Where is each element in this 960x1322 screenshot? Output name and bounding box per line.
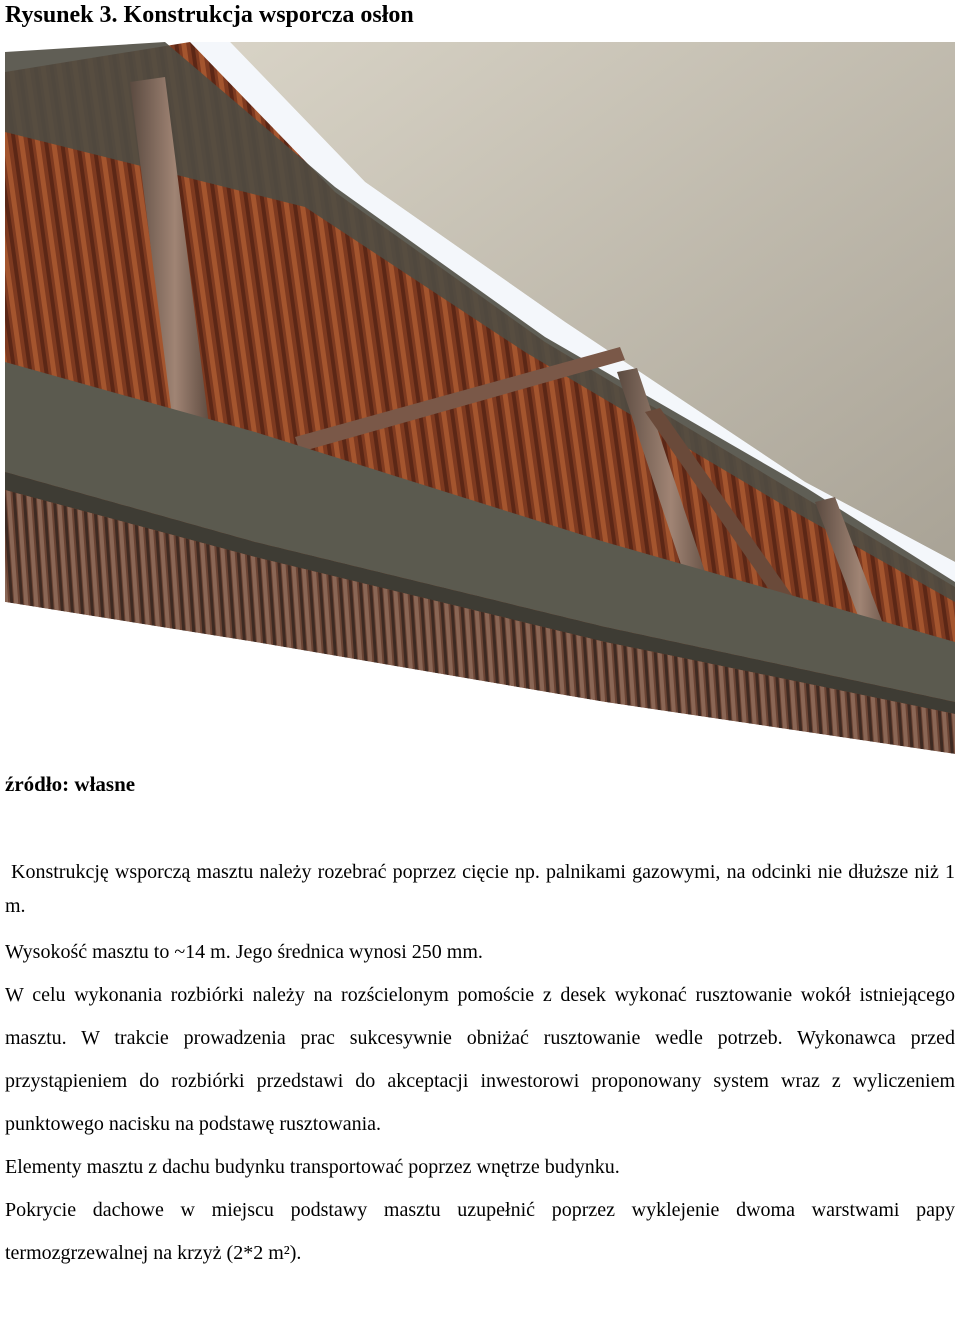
paragraph: Elementy masztu z dachu budynku transportować poprzez wnętrze budynku. <box>5 1156 620 1178</box>
paragraph: W celu wykonania rozbiórki należy na rozścielonym pomoście z desek wykonać rusztowanie wokół istniejącego masztu. W trakcie prowadzenia prac sukcesywnie obniżać rusztowanie wedle potrzeb. Wykonawca przed przystąpieniem do rozbiórki przedstawi do akceptacji inwestorowi proponowany system wraz z wyliczeniem punktowego nacisku na podstawę rusztowania. <box>5 984 955 1135</box>
paragraph: Konstrukcję wsporczą masztu należy rozebrać poprzez cięcie np. palnikami gazowymi, na odcinki nie dłuższe niż 1 m. <box>5 861 955 917</box>
paragraph: Wysokość masztu to ~14 m. Jego średnica wynosi 250 mm. <box>5 941 483 963</box>
body-text <box>5 855 955 1275</box>
figure-title: Rysunek 3. Konstrukcja wsporcza osłon <box>5 2 414 28</box>
photo-support-structure <box>5 42 955 754</box>
paragraph: Pokrycie dachowe w miejscu podstawy masztu uzupełnić poprzez wyklejenie dwoma warstwami papy termozgrzewalnej na krzyż (2*2 m²). <box>5 1199 955 1264</box>
figure-source: źródło: własne <box>5 772 136 796</box>
